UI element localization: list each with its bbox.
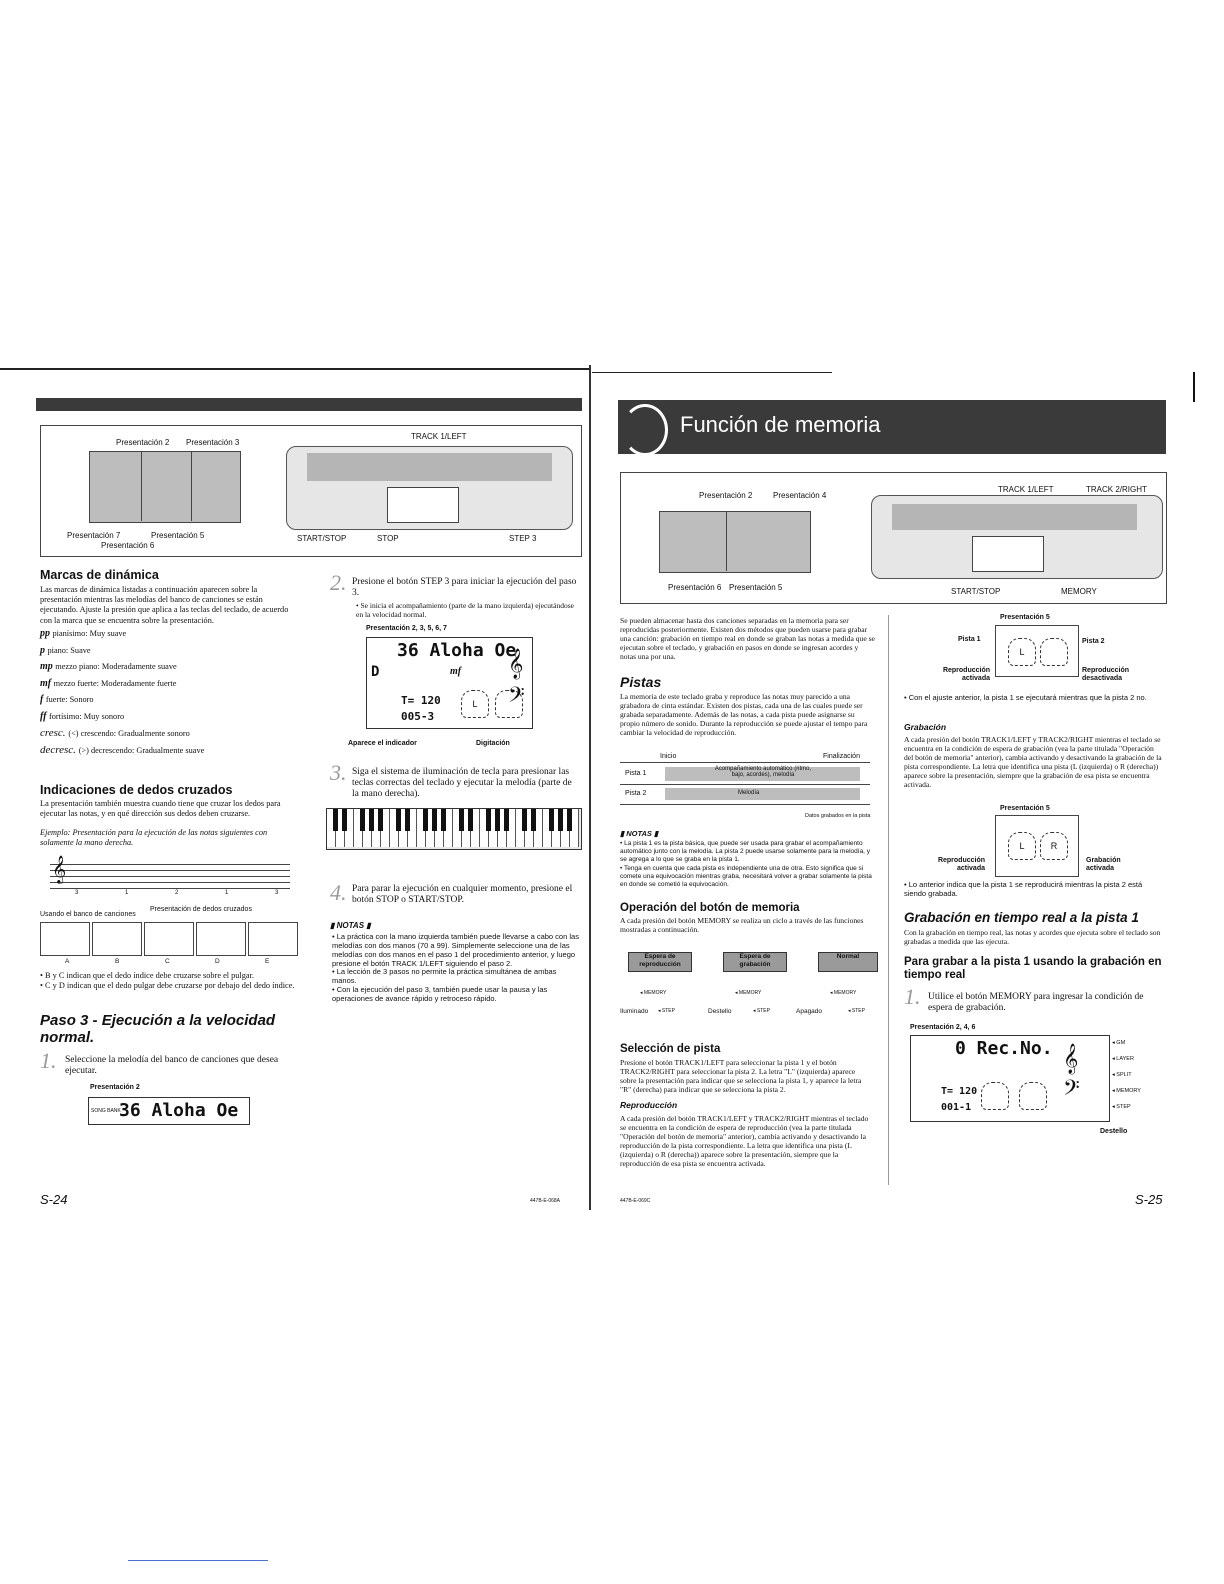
step4-text: Para parar la ejecución en cualquier momento, presione el botón STOP o START/STOP. [352,884,573,905]
notas-left-2: • La lección de 3 pasos no permite la práctica simultánea de ambas manos. [332,967,557,985]
pres5b-label: Presentación 5 [1000,805,1050,812]
reproduccion-sub: Reproducción [620,1100,678,1110]
black-key [396,809,401,831]
dynamics-item: f fuerte: Sonoro [40,694,94,705]
black-key [459,809,464,831]
col2-bullet2: • Lo anterior indica que la pista 1 se reproducirá mientras la pista 2 está siendo grabada. [904,880,1143,898]
paso3-pres: Presentación 2 [90,1084,140,1091]
label-pres5: Presentación 5 [151,531,205,540]
black-key [441,809,446,831]
memory-state: Normal [818,952,878,972]
memory-indicator: ◂ MEMORY [640,990,667,996]
side-indicator: ◂ MEMORY [1112,1088,1141,1094]
dynamics-title: Marcas de dinámica [40,568,159,582]
side-indicator: ◂ LAYER [1112,1056,1134,1062]
paso3-step1-num: 1. [40,1048,57,1073]
finger-letter: D [215,958,220,965]
side-indicator: ◂ STEP [1112,1104,1131,1110]
black-key [360,809,365,831]
notas-right-title: ▮ NOTAS ▮ [620,829,659,838]
label-pres3: Presentación 3 [186,438,240,447]
rep-on-label: Reproducción activada [942,667,990,682]
label-step3: STEP 3 [509,534,537,543]
track-table: Inicio Finalización Pista 1 Acompañamiento automático (ritmo, bajo, acordes), melodía Pista 2 Melodía [620,750,870,810]
page-number-right: S-25 [1135,1192,1163,1207]
dynamics-item: ff fortísimo: Muy sonoro [40,710,125,722]
para-step1-text: Utilice el botón MEMORY para ingresar la condición de espera de grabación. [928,992,1144,1013]
memop-text: A cada presión del botón MEMORY se realiza un ciclo a través de las funciones mostradas a continuación. [620,916,864,934]
appear-label: Aparece el indicador [348,740,417,747]
label-track1: TRACK 1/LEFT [411,432,467,441]
banner-title: Función de memoria [680,412,881,437]
notas-left-3: • Con la ejecución del paso 3, también puede usar la pausa y las operaciones de avance rápido y retroceso rápido. [332,985,548,1003]
finger-letter: E [265,958,270,965]
banner [618,400,1166,454]
rt-title: Grabación en tiempo real a la pista 1 [904,910,1139,925]
dynamics-item: p piano: Suave [40,644,91,656]
finger-display [248,922,298,956]
para-title: Para grabar a la pista 1 usando la grabación en tiempo real [904,956,1162,981]
light-state: Destello [708,1008,732,1015]
header-bar-left [36,398,582,411]
pista2-label: Pista 2 [1082,638,1105,645]
black-key [369,809,374,831]
keyboard-illustration [286,446,573,530]
paso3-title: Paso 3 - Ejecución a la velocidad normal. [40,1012,276,1046]
dynamics-item: pp pianísimo: Muy suave [40,628,127,639]
r-label-pres2: Presentación 2 [699,491,753,500]
dynamics-intro: Las marcas de dinámica listadas a continuación aparecen sobre la presentación mientras las melodías del banco de canciones se están ejecutando. Ajuste la presión que aplica a las teclas del teclado, de acuerdo con la marca que se encuentra sobre la presentación. [40,585,289,625]
finger-number: 3 [275,890,279,896]
black-key [342,809,347,831]
crossed-example: Ejemplo: Presentación para la ejecución de las notas siguientes con solamente la mano derecha. [40,828,268,848]
r-keyboard-illustration [871,495,1163,579]
dynamics-item: decresc. (>) decrescendo: Gradualmente suave [40,743,205,756]
memory-intro: Se pueden almacenar hasta dos canciones separadas en la memoria para ser reproducidas posteriormente. Existen dos métodos que pueden usarse para grabar una canción: grabación en tiempo real en donde se graban las notas a medida que se ejecutan sobre el teclado, y grabación en pasos en donde se ingresan acordes y notas una por una. [620,616,875,661]
crossed-bullet-2: • C y D indican que el dedo pulgar debe cruzarse por debajo del dedo índice. [40,981,295,990]
page-gutter [589,365,591,1210]
rep-off-label: Reproducción desactivada [1082,667,1130,682]
top-diagram-left [40,425,582,557]
r-label-pres5: Presentación 5 [729,583,783,592]
memory-indicator: ◂ MEMORY [830,990,857,996]
grabacion-sub: Grabación [904,722,947,732]
black-key [558,809,563,831]
step2-bullet: • Se inicia el acompañamiento (parte de la mano izquierda) ejecutándose en la velocidad normal. [356,601,574,619]
crossed-title: Indicaciones de dedos cruzados [40,783,233,797]
step2-num: 2. [330,570,347,595]
r-label-track1: TRACK 1/LEFT [998,485,1054,494]
black-key [522,809,527,831]
pres5b-box: L R [995,815,1079,877]
dynamics-item: mf mezzo fuerte: Moderadamente fuerte [40,677,177,689]
display-illustration [89,451,241,523]
pres5-label: Presentación 5 [1000,614,1050,621]
black-key [567,809,572,831]
pistas-text: La memoria de este teclado graba y reproduce las notas muy parecido a una grabadora de cinta estándar. Existen dos pistas, cada una de las cuales puede ser grabada separadamente. Además de las notas, a cada pista puede asignarse su propio número de sonido. Durante la reproducción se puede ajustar el tempo para cambiar la velocidad de reproducción. [620,692,868,737]
memory-indicator: ◂ MEMORY [735,990,762,996]
seleccion-text: Presione el botón TRACK1/LEFT para seleccionar la pista 1 y el botón TRACK2/RIGHT para seleccionar la pista 2. La letra "L" (izquierda) aparece sobre la presentación para indicar que se selecciona la pista 1, y aparece la letra "R" (derecha) para indicar que se selecciona la pista 2. [620,1058,862,1094]
notas-left-1: • La práctica con la mano izquierda también puede llevarse a cabo con las melodías con dos manos (70 a 99). Simplemente seleccione una de las melodías con dos manos en el paso 1 del procedimiento anterior, y luego presione el botón TRACK 1/LEFT siguiendo el paso 2. [332,932,579,968]
crossed-intro: La presentación también muestra cuando tiene que cruzar los dedos para ejecutar las notas, y en qué dirección sus dedos deben cruzarse. [40,799,281,819]
finger-letter: C [165,958,170,965]
black-key [495,809,500,831]
finger-display [144,922,194,956]
label-startstop: START/STOP [297,534,347,543]
notas-right-2: • Tenga en cuenta que cada pista es independiente una de otra. Esto significa que si comete una equivocación mientras graba, necesitará volver a grabar solamente la pista en donde se cometió la equivocación. [620,865,872,888]
pista1-label: Pista 1 [958,636,981,643]
side-indicator: ◂ SPLIT [1112,1072,1132,1078]
para-step1-num: 1. [904,984,921,1009]
pres5-box: L [995,625,1079,677]
side-indicators [1112,1040,1167,1130]
fingering-label: Digitación [476,740,510,747]
black-key [504,809,509,831]
memory-state: Espera de reproducción [628,952,692,972]
finger-number: 1 [125,890,129,896]
label-pres6: Presentación 6 [101,541,155,550]
step2-pres: Presentación 2, 3, 5, 6, 7 [366,625,447,632]
finger-display [196,922,246,956]
black-key [531,809,536,831]
col2-bullet1: • Con el ajuste anterior, la pista 1 se ejecutará mientras que la pista 2 no. [904,693,1147,702]
seleccion-title: Selección de pista [620,1043,721,1055]
finger-letter: B [115,958,120,965]
step3-num: 3. [330,760,347,785]
code-left: 447B-E-068A [530,1198,561,1204]
top-rule-left [0,368,590,370]
col-divider [888,615,889,1185]
hand-left: L [461,690,489,718]
memop-title: Operación del botón de memoria [620,902,800,914]
dynamics-item: cresc. (<) crescendo: Gradualmente sonoro [40,727,190,739]
step3-text: Siga el sistema de iluminación de tecla para presionar las teclas correctas del teclado y ejecutar la melodía (parte de la mano derecha). [352,767,572,799]
memop-cycle [620,944,872,1024]
grab-on-label: Grabación activada [1086,857,1121,872]
notas-left-title: ▮ NOTAS ▮ [330,921,371,930]
r-label-startstop: START/STOP [951,587,1001,596]
black-key [333,809,338,831]
dynamics-item: mp mezzo piano: Moderadamente suave [40,661,177,672]
notas-right-1: • La pista 1 es la pista básica, que puede ser usada para grabar el acompañamiento automático junto con la melodía. La pista 2 puede usarse solamente para la melodía, y se agrega a lo que se graba en la pista 1. [620,840,871,863]
finger-number: 2 [175,890,179,896]
letter-row [65,958,295,968]
label-stop: STOP [377,534,399,543]
finger-display [40,922,90,956]
bottom-link-line [128,1560,268,1561]
hand-row [40,920,295,958]
label-pres7: Presentación 7 [67,531,121,540]
r-label-memory: MEMORY [1061,587,1097,596]
black-key [405,809,410,831]
code-right: 447B-E-069C [620,1198,651,1204]
cross-label: Presentación de dedos cruzados [150,906,252,913]
r-label-pres6: Presentación 6 [668,583,722,592]
finger-number: 1 [225,890,229,896]
r-label-pres4: Presentación 4 [773,491,827,500]
edge-mark [1193,372,1195,402]
reproduccion-text: A cada presión del botón TRACK1/LEFT y TRACK2/RIGHT mientras el teclado se encuentra en la condición de espera de reproducción (vea la parte titulada "Operación del botón de memoria" anterior), cambia activando y desactivando la reproducción de la pista correspondiente. La letra que identifica una pista (L (izquierda) o R (derecha)) aparece sobre la presentación, siempre que la reproducción de esa pista se encuentra activada. [620,1114,869,1168]
memory-state: Espera de grabación [723,952,787,972]
step-indicator: ◂ STEP [658,1008,675,1014]
black-key [549,809,554,831]
step4-num: 4. [330,880,347,905]
side-indicator: ◂ GM [1112,1040,1126,1046]
datos-label: Datos grabados en la pista [805,813,871,819]
light-state: Apagado [796,1008,823,1015]
light-state: Iluminado [620,1008,649,1015]
keyboard-keys [326,808,582,850]
finger-letter: A [65,958,70,965]
rt-text: Con la grabación en tiempo real, las notas y acordes que ejecuta sobre el teclado son grabadas a medida que las ejecuta. [904,928,1161,946]
step-indicator: ◂ STEP [848,1008,865,1014]
grabacion-text: A cada presión del botón TRACK1/LEFT y TRACK2/RIGHT mientras el teclado se encuentra en la condición de espera de grabación (vea la parte titulada "Operación del botón de memoria" anterior), cambia activando y desactivando la grabación de la pista correspondiente. La letra que identifica una pista (L (izquierda) o R (derecha)) aparece sobre la presentación, siempre que la grabación de esa pista se encuentra activada. [904,735,1162,789]
using-label: Usando el banco de canciones [40,911,136,918]
crossed-bullet-1: • B y C indican que el dedo índice debe cruzarse sobre el pulgar. [40,971,254,980]
step2-lcd: 36 Aloha Oe D mf T= 120 005-3 L [366,637,533,729]
pistas-title: Pistas [620,674,662,690]
finger-number: 3 [75,890,79,896]
top-diagram-right [620,472,1167,604]
black-key [468,809,473,831]
paso3-lcd: SONG BANK 36 Aloha Oe [88,1097,250,1125]
rec-lcd: 0 Rec.No. T= 120 001-1 𝄞 𝄢 [910,1035,1110,1122]
staff-small: 𝄞 [50,860,290,890]
step-indicator: ◂ STEP [753,1008,770,1014]
black-key [423,809,428,831]
paso3-step1-text: Seleccione la melodía del banco de canciones que desea ejecutar. [65,1055,279,1076]
top-rule-right [592,372,832,373]
black-key [378,809,383,831]
pres246-label: Presentación 2, 4, 6 [910,1024,976,1031]
page-number-left: S-24 [40,1192,68,1207]
black-key [486,809,491,831]
finger-display [92,922,142,956]
step2-text: Presione el botón STEP 3 para iniciar la ejecución del paso 3. [352,577,577,598]
destello-label: Destello [1100,1128,1128,1135]
rep-on-label-2: Reproducción activada [937,857,985,872]
clef-icon: 𝄞 𝄢 [508,648,525,712]
label-pres2: Presentación 2 [116,438,170,447]
black-key [432,809,437,831]
r-label-track2: TRACK 2/RIGHT [1086,485,1147,494]
